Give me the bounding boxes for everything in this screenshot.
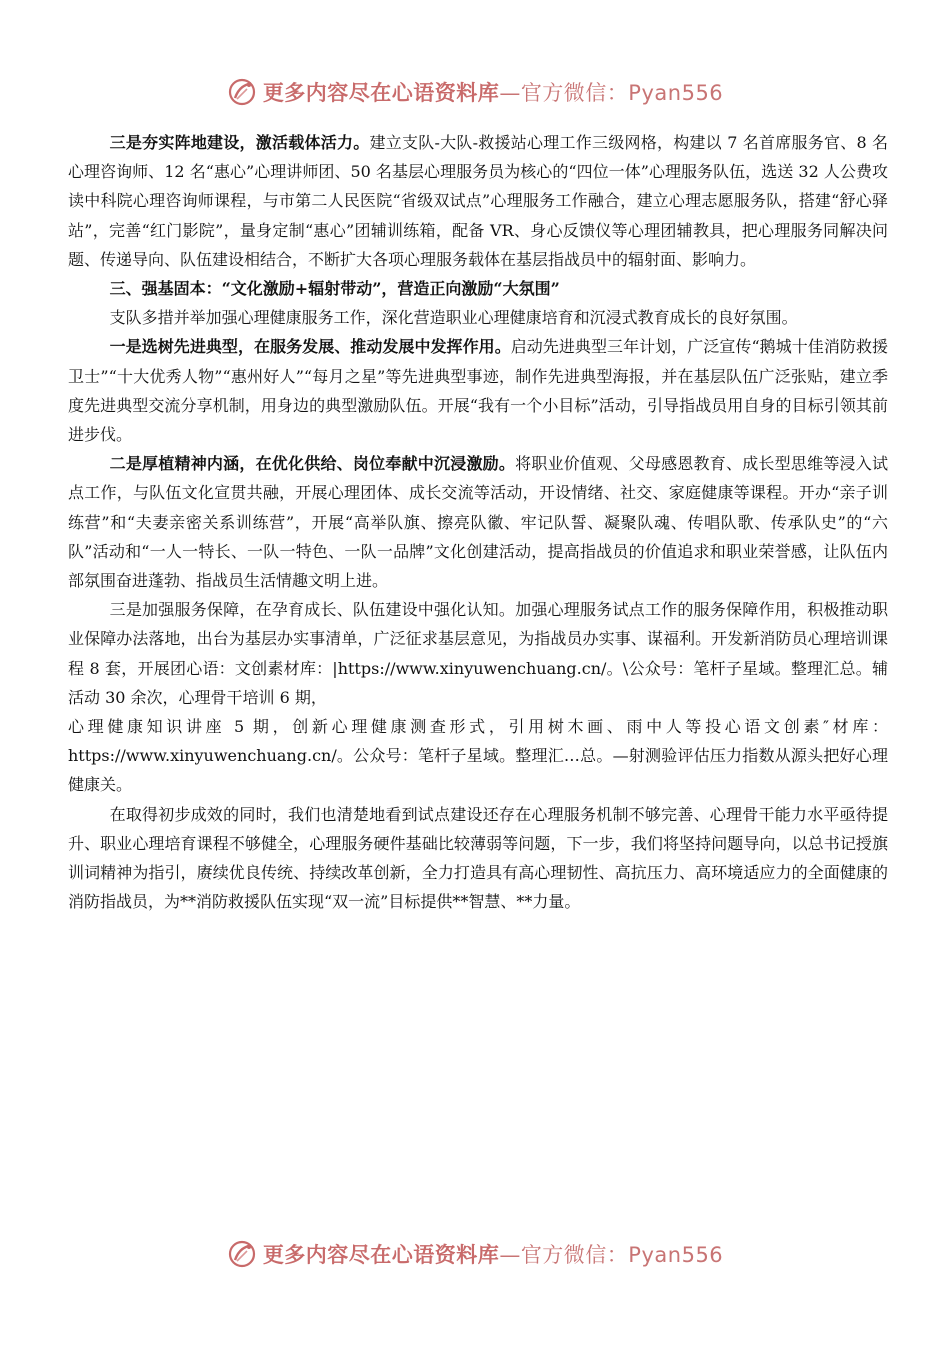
footer-watermark-banner xyxy=(0,1234,950,1274)
header-watermark-banner xyxy=(0,72,950,112)
brand-logo-icon xyxy=(227,1239,257,1269)
banner-main-text: 更多内容尽在心语资料库 xyxy=(262,1243,500,1267)
paragraph-lead: 三是夯实阵地建设，激活载体活力。 xyxy=(109,133,370,152)
paragraph-position-building xyxy=(68,128,888,274)
banner-wechat-text: —官方微信：Pyan556 xyxy=(499,1243,724,1267)
document-body xyxy=(68,128,888,916)
banner-text xyxy=(263,1239,723,1269)
paragraph-lead: 二是厚植精神内涵，在优化供给、岗位奉献中沉浸激励。 xyxy=(109,454,516,474)
section-heading-text: 三、强基固本：“文化激励+辐射带动”，营造正向激励“大氛围” xyxy=(109,279,560,299)
paragraph-body: 启动先进典型三年计划，广泛宣传“鹅城十佳消防救援卫士”“十大优秀人物”“惠州好人”“每月之星”等先进典型事迹，制作先进典型海报，并在基层队伍广泛张贴，建立季度先进典型交流分享机制，用身边的典型激励队伍。开展“我有一个小目标”活动，引导指战员用自身的目标引领其前进步伐。 xyxy=(68,337,888,445)
paragraph-body: 将职业价值观、父母感恩教育、成长型思维等浸入试点工作，与队伍文化宣贯共融，开展心理团体、成长交流等活动，开设情绪、社交、家庭健康等课程。开办“亲子训练营”和“夫妻亲密关系训练营”，开展“高举队旗、擦亮队徽、牢记队誓、凝聚队魂、传唱队歌、传承队史”的“六队”活动和“一人一特长、一队一特色、一队一品牌”文化创建活动，提高指战员的价值追求和职业荣誉感，让队伍内部氛围奋进蓬勃、指战员生活情趣文明上进。 xyxy=(68,454,888,591)
banner-text xyxy=(263,77,723,107)
paragraph-body: 建立支队-大队-救援站心理工作三级网格，构建以 7 名首席服务官、8 名心理咨询师、12 名“惠心”心理讲师团、50 名基层心理服务员为核心的“四位一体”心理服务队伍，选送 32 人公费攻读中科院心理咨询师课程，与市第二人民医院“省级双试点”心理服务工作融合，建立心理志愿服务队，搭建“舒心驿站”，完善“红门影院”，量身定制“惠心”团辅训练箱，配备 VR、身心反馈仪等心理团辅教具，把心理服务同解决问题、传递导向、队伍建设相结合，不断扩大各项心理服务载体在基层指战员中的辐射面、影响力。 xyxy=(68,133,888,269)
paragraph-conclusion: 在取得初步成效的同时，我们也清楚地看到试点建设还存在心理服务机制不够完善、心理骨干能力水平亟待提升、职业心理培育课程不够健全，心理服务硬件基础比较薄弱等问题，下一步，我们将坚持问题导向，以总书记授旗训词精神为指引，赓续优良传统、持续改革创新，全力打造具有高心理韧性、高抗压力、高环境适应力的全面健康的消防指战员，为**消防救援队伍实现“双一流”目标提供**智慧、**力量。 xyxy=(68,804,888,912)
banner-main-text: 更多内容尽在心语资料库 xyxy=(262,81,500,105)
paragraph-intro: 支队多措并举加强心理健康服务工作，深化营造职业心理健康培育和沉浸式教育成长的良好氛围。 xyxy=(109,308,798,328)
section-heading xyxy=(68,274,888,303)
banner-wechat-text: —官方微信：Pyan556 xyxy=(499,81,724,105)
paragraph-health-lectures: 心理健康知识讲座 5 期，创新心理健康测查形式，引用树木画、雨中人等投心语文创素″材库：https://www.xinyuwenchuang.cn/。公众号：笔杆子星域。整理汇…总。—射测验评估压力指数从源头把好心理健康关。 xyxy=(68,717,888,795)
paragraph-role-models xyxy=(68,332,888,449)
paragraph-service-support: 三是加强服务保障，在孕育成长、队伍建设中强化认知。加强心理服务试点工作的服务保障作用，积极推动职业保障办法落地，出台为基层办实事清单，广泛征求基层意见，为指战员办实事、谋福利。开发新消防员心理培训课程 8 套，开展团心语：文创素材库：|https://www.xinyuwenchuang.cn/。\公众号：笔杆子星域。整理汇总。辅活动 30 余次，心理骨干培训 6 期， xyxy=(68,600,888,707)
paragraph-spirit xyxy=(68,449,888,595)
brand-logo-icon xyxy=(227,77,257,107)
paragraph-lead: 一是选树先进典型，在服务发展、推动发展中发挥作用。 xyxy=(109,337,511,357)
